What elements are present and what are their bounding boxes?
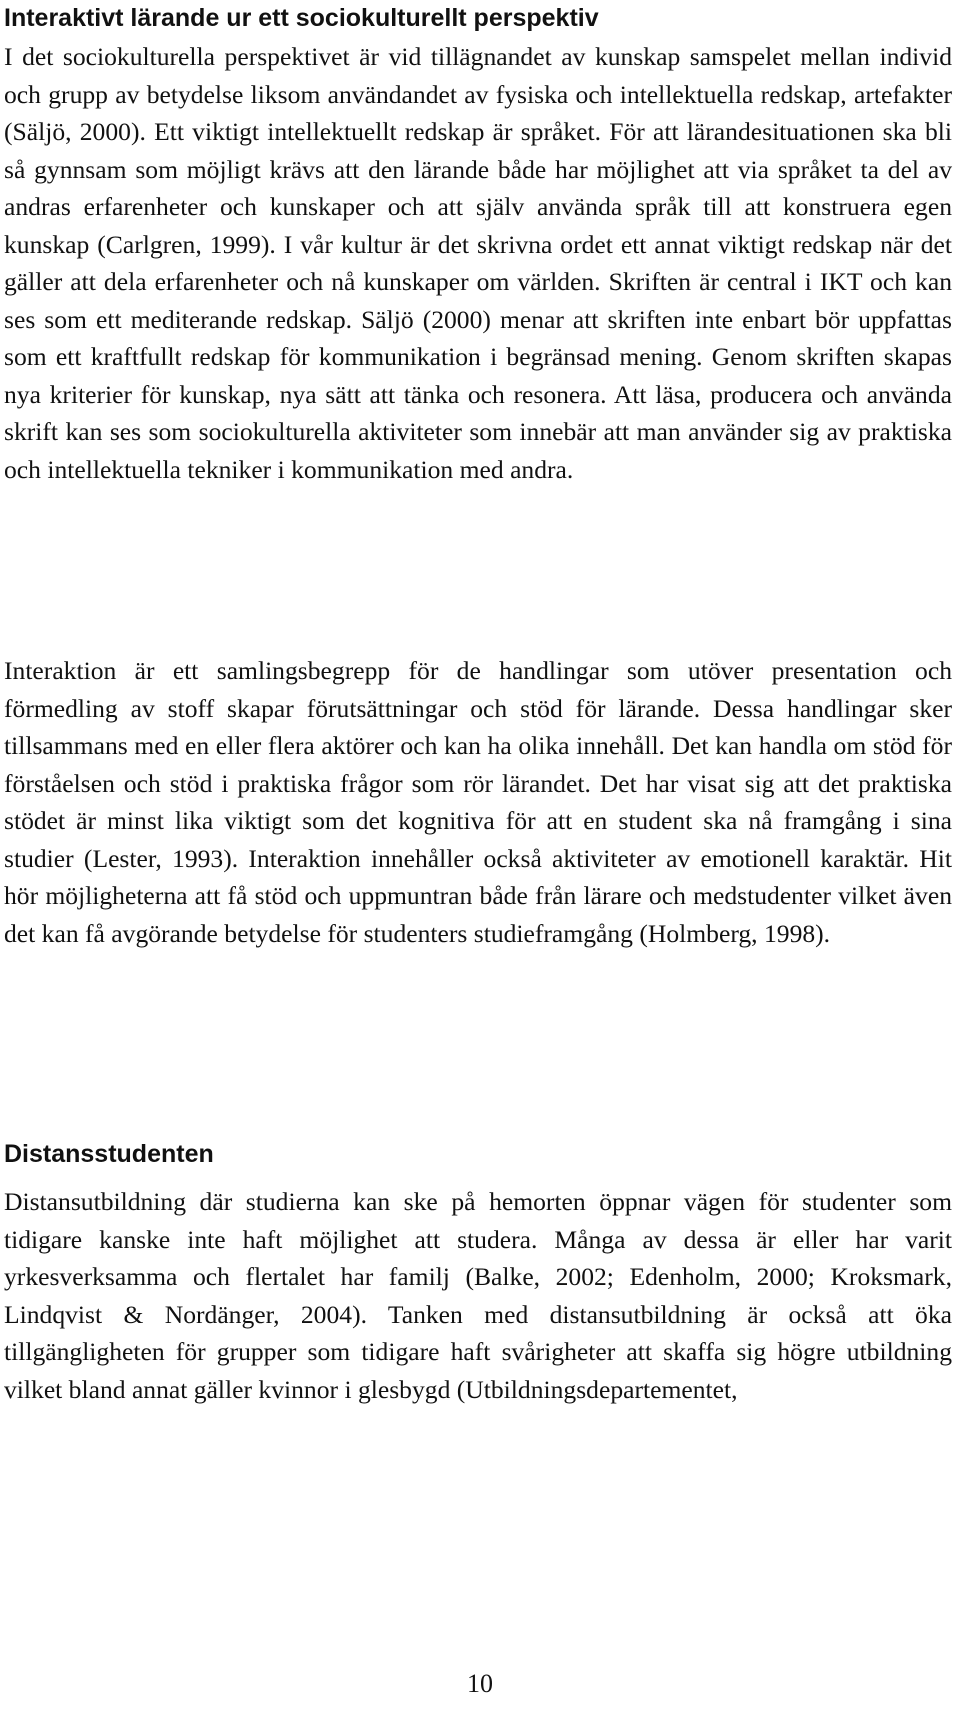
body-paragraph: Distansutbildning där studierna kan ske på hemorten öppnar vägen för studenter som tidigare kanske inte haft möjlighet att studera. Många av dessa är eller har varit yrkesverksamma och flertalet har familj (Balke, 2002; Edenholm, 2000; Kroksmark, Lindqvist & Nordänger, 2004). Tanken med distansutbildning är också att öka tillgängligheten för grupper som tidigare haft svårigheter att skaffa sig högre utbildning vilket bland annat gäller kvinnor i glesbygd (Utbildningsdepartementet, <box>4 1187 952 1404</box>
body-paragraph: I det sociokulturella perspektivet är vid tillägnandet av kunskap samspelet mellan individ och grupp av betydelse liksom användandet av fysiska och intellektuella redskap, artefakter (Säljö, 2000). Ett viktigt intellektuellt redskap är språket. För att lärandesituationen ska bli så gynnsam som möjligt krävs att den lärande både har möjlighet att via språket ta del av andras erfarenheter och kunskaper och att själv använda språk till att konstruera egen kunskap (Carlgren, 1999). I vår kultur är det skrivna ordet ett annat viktigt redskap när det gäller att dela erfarenheter och nå kunskaper om världen. Skriften är central i IKT och kan ses som ett mediterande redskap. Säljö (2000) menar att skriften inte enbart bör uppfattas som ett kraftfullt redskap för kommunikation i begränsad mening. Genom skriften skapas nya kriterier för kunskap, nya sätt att tänka och resonera. Att läsa, producera och använda skrift kan ses som sociokulturella aktiviteter som innebär att man använder sig av praktiska och intellektuella tekniker i kommunikation med andra. <box>4 42 952 484</box>
section-heading-distance-student: Distansstudenten <box>4 1140 214 1168</box>
page-number: 10 <box>467 1669 493 1698</box>
body-paragraph: Interaktion är ett samlingsbegrepp för de handlingar som utöver presentation och förmedling av stoff skapar förutsättningar och stöd för lärande. Dessa handlingar sker tillsammans med en eller flera aktörer och kan ha olika innehåll. Det kan handla om stöd för förståelsen och stöd i praktiska frågor som rör lärandet. Det har visat sig att det praktiska stödet är minst lika viktigt som det kognitiva för att en student ska nå framgång i sina studier (Lester, 1993). Interaktion innehåller också aktiviteter av emotionell karaktär. Hit hör möjligheterna att få stöd och uppmuntran både från lärare och medstudenter vilket även det kan få avgörande betydelse för studenters studieframgång (Holmberg, 1998). <box>4 656 952 948</box>
section-heading-interactive-learning: Interaktivt lärande ur ett sociokulturellt perspektiv <box>4 4 599 32</box>
